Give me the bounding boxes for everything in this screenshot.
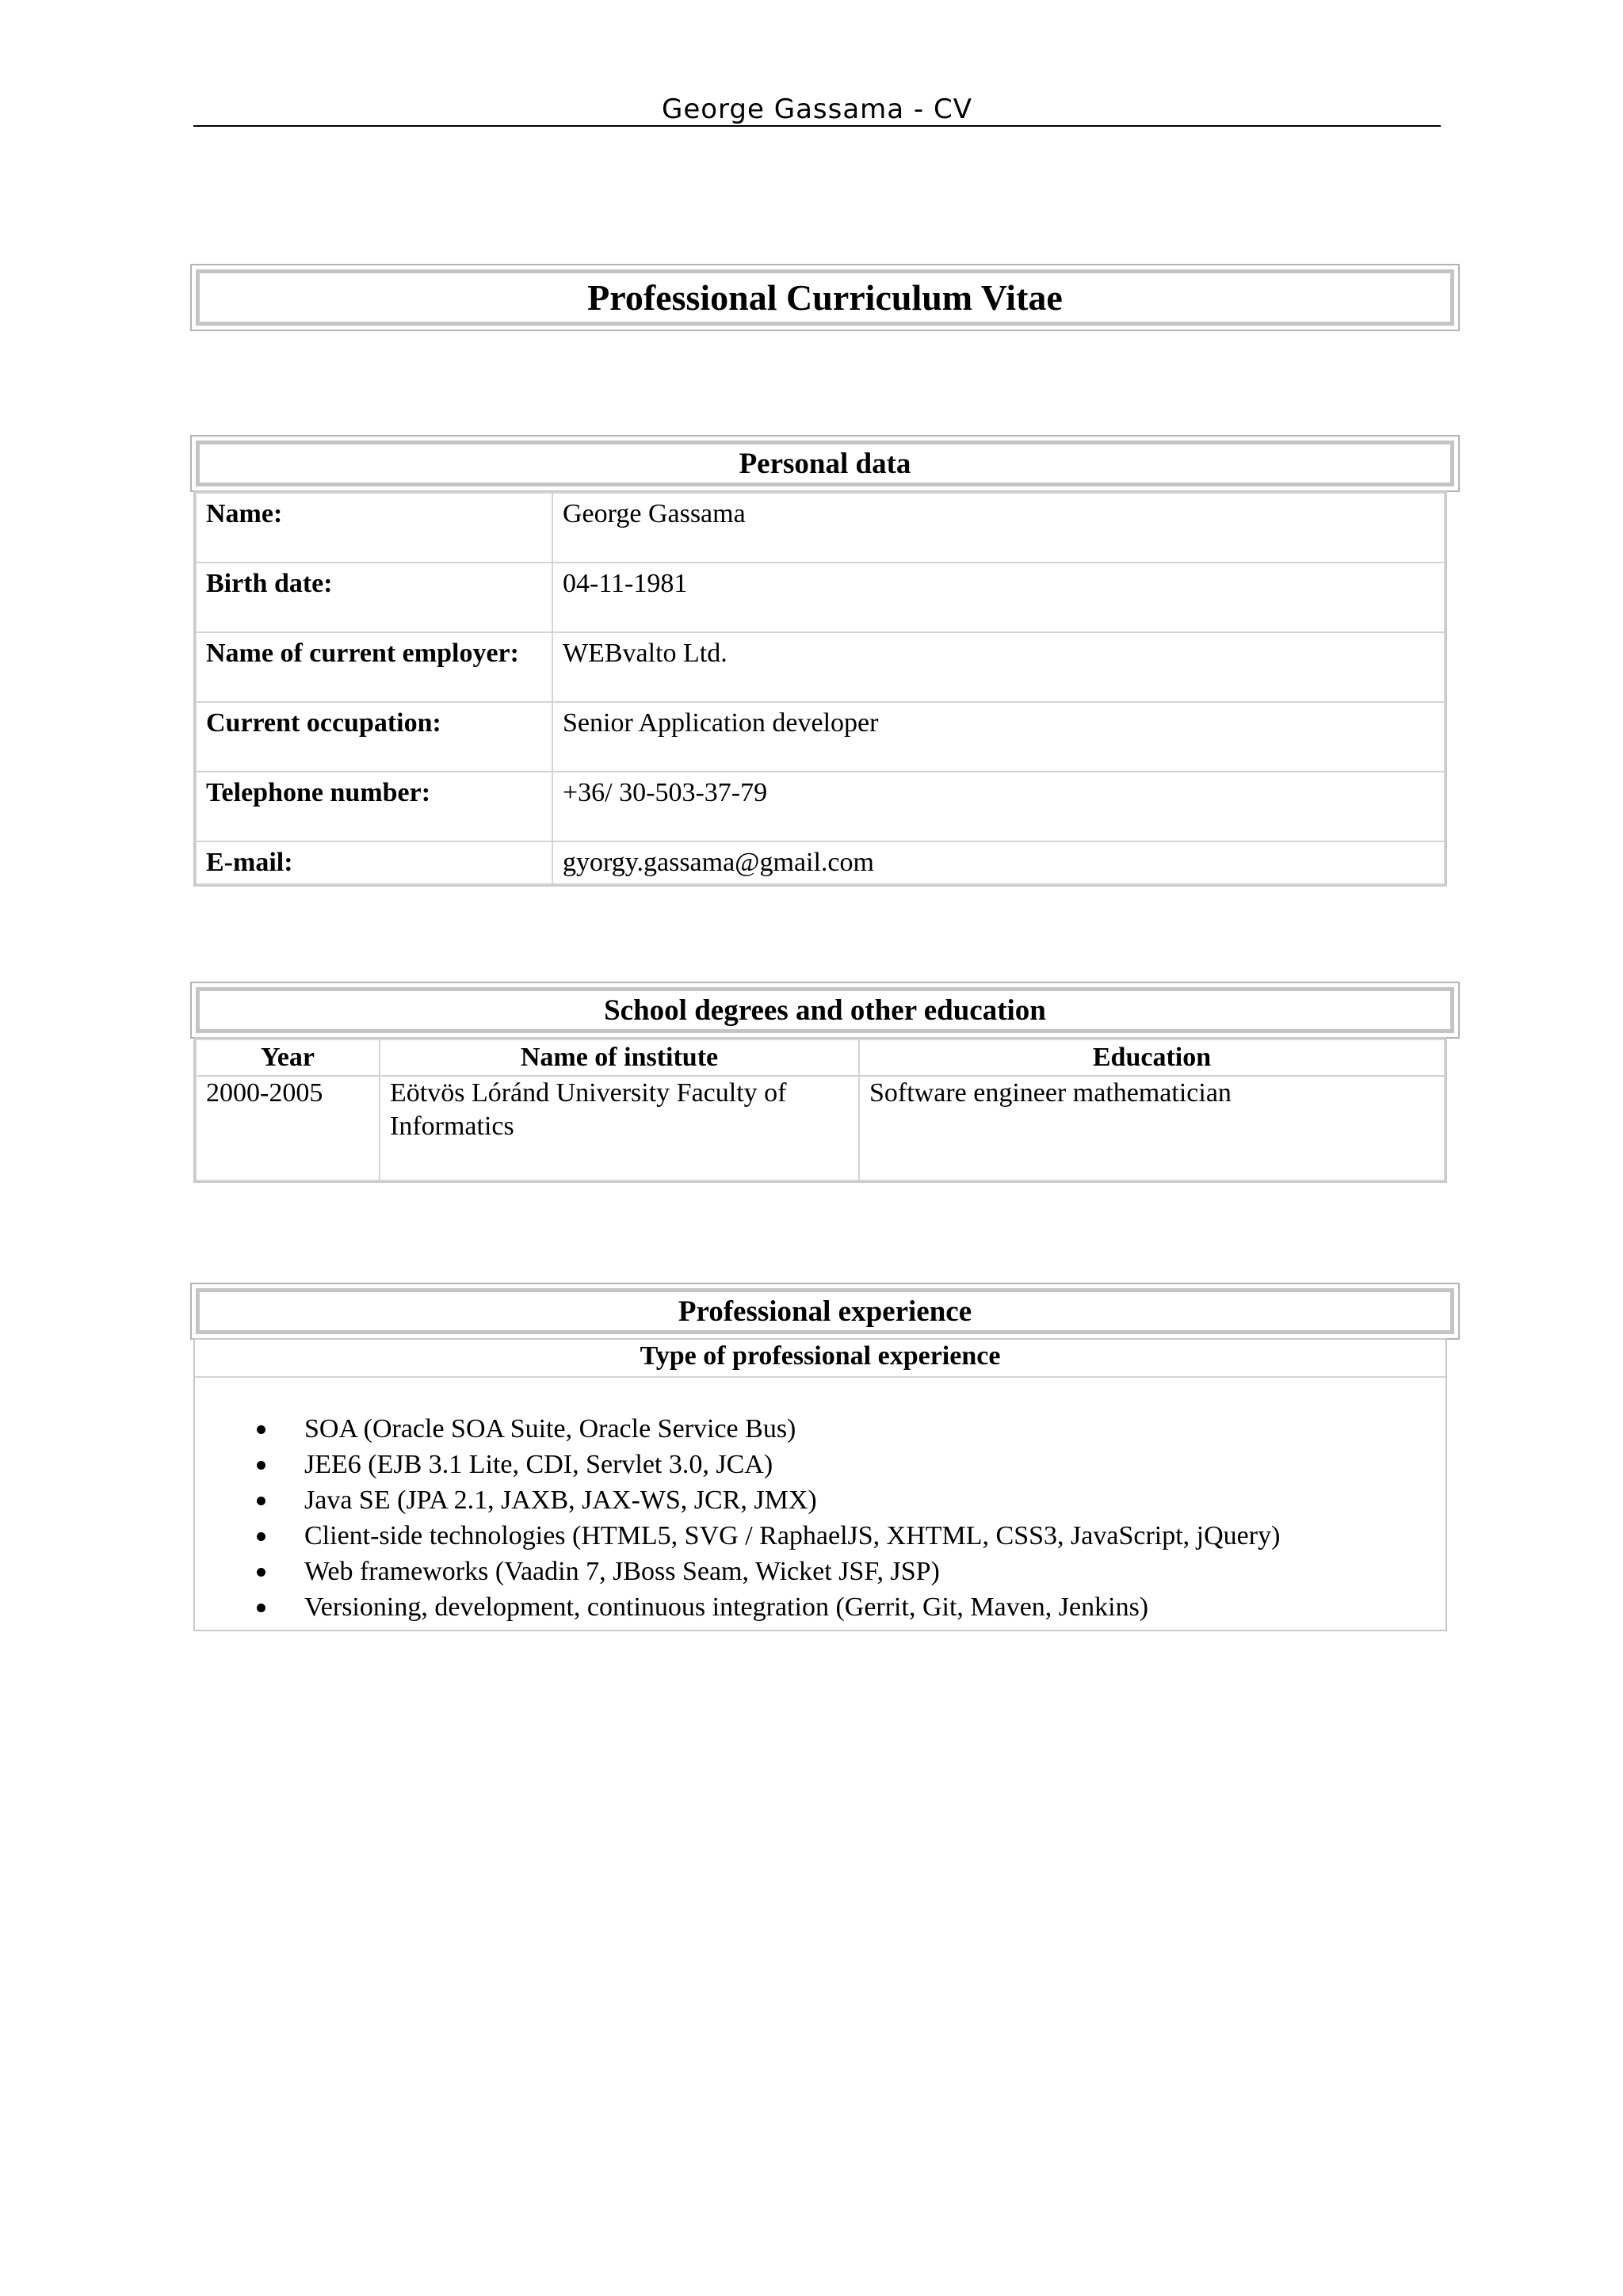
- education-table: [193, 1037, 1447, 1183]
- birth-date-value: 04-11-1981: [552, 563, 1445, 632]
- personal-data-table: [193, 490, 1447, 887]
- year-header: Year: [196, 1039, 380, 1076]
- employer-value: WEBvalto Ltd.: [552, 632, 1445, 702]
- list-item: JEE6 (EJB 3.1 Lite, CDI, Servlet 3.0, JCA): [304, 1447, 1445, 1482]
- birth-date-label: Birth date:: [196, 563, 552, 632]
- experience-subheader: Type of professional experience: [195, 1340, 1445, 1378]
- document-title: Professional Curriculum Vitae: [196, 269, 1454, 326]
- experience-title: Professional experience: [196, 1288, 1454, 1334]
- experience-list: [195, 1378, 1445, 1630]
- occupation-label: Current occupation:: [196, 702, 552, 772]
- table-row: [196, 632, 1445, 702]
- employer-label: Name of current employer:: [196, 632, 552, 702]
- list-item: Versioning, development, continuous integration (Gerrit, Git, Maven, Jenkins): [304, 1589, 1445, 1625]
- table-row: [196, 563, 1445, 632]
- table-row: [196, 702, 1445, 772]
- education-title-box: [190, 982, 1460, 1039]
- year-cell: 2000-2005: [196, 1076, 380, 1180]
- table-row: [196, 493, 1445, 563]
- personal-data-title-box: [190, 435, 1460, 492]
- document-title-box: [190, 264, 1460, 331]
- table-row: [196, 1076, 1445, 1180]
- list-item: Web frameworks (Vaadin 7, JBoss Seam, Wicket JSF, JSP): [304, 1554, 1445, 1589]
- experience-title-box: [190, 1283, 1460, 1340]
- education-title: School degrees and other education: [196, 987, 1454, 1033]
- name-label: Name:: [196, 493, 552, 563]
- personal-data-title: Personal data: [196, 441, 1454, 486]
- email-value: gyorgy.gassama@gmail.com: [552, 841, 1445, 884]
- telephone-label: Telephone number:: [196, 772, 552, 841]
- occupation-value: Senior Application developer: [552, 702, 1445, 772]
- email-label: E-mail:: [196, 841, 552, 884]
- experience-table: [193, 1338, 1447, 1631]
- list-item: SOA (Oracle SOA Suite, Oracle Service Bus): [304, 1411, 1445, 1447]
- table-row: [196, 841, 1445, 884]
- institute-header: Name of institute: [380, 1039, 859, 1076]
- education-header: Education: [859, 1039, 1445, 1076]
- institute-cell: Eötvös Lóránd University Faculty of Informatics: [380, 1076, 859, 1180]
- education-cell: Software engineer mathematician: [859, 1076, 1445, 1180]
- running-header: George Gassama - CV: [193, 89, 1441, 127]
- table-header-row: [196, 1039, 1445, 1076]
- list-item: Client-side technologies (HTML5, SVG / RaphaelJS, XHTML, CSS3, JavaScript, jQuery): [304, 1518, 1445, 1554]
- list-item: Java SE (JPA 2.1, JAXB, JAX-WS, JCR, JMX): [304, 1482, 1445, 1518]
- telephone-value: +36/ 30-503-37-79: [552, 772, 1445, 841]
- name-value: George Gassama: [552, 493, 1445, 563]
- table-row: [196, 772, 1445, 841]
